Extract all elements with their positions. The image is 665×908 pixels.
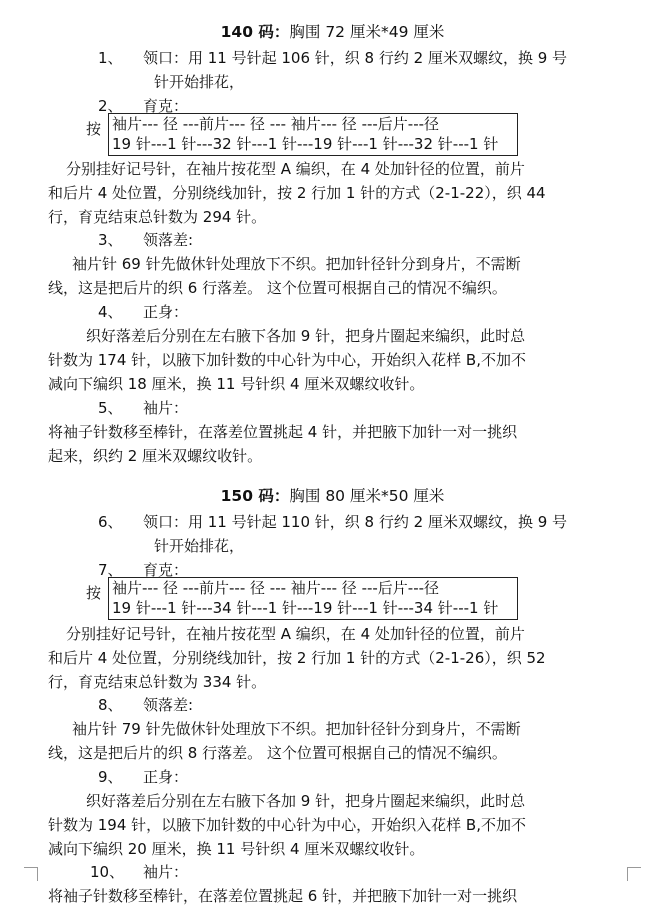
step-7-para-line-2: 和后片 4 处位置，分别绕线加针，按 2 行加 1 针的方式（2-1-26），织 52	[48, 649, 546, 667]
step-5-label: 袖片：	[143, 399, 189, 417]
step-4-para-line-2: 针数为 174 针，以腋下加针数的中心针为中心，开始织入花样 B,不加不	[48, 351, 526, 369]
step-4-para-line-3: 减向下编织 18 厘米，换 11 号针织 4 厘米双螺纹收针。	[48, 375, 425, 393]
step-7-box-prefix: 按	[86, 584, 102, 602]
step-3-para-line-1: 袖片针 69 针先做休针处理放下不织。把加针径针分到身片，不需断	[72, 255, 521, 273]
step-10-para-line-1: 将袖子针数移至棒针，在落差位置挑起 6 针，并把腋下加针一对一挑织	[48, 887, 518, 905]
step-9-para-line-2: 针数为 194 针，以腋下加针数的中心针为中心，开始织入花样 B,不加不	[48, 816, 526, 834]
step-6-line-2: 针开始排花，	[154, 537, 245, 555]
step-10-label: 袖片：	[143, 863, 189, 881]
box-row-parts: 袖片--- 径 ---前片--- 径 --- 袖片--- 径 ---后片---径	[112, 579, 440, 597]
step-8-number: 8、	[98, 696, 123, 714]
step-7-para-line-3: 行，育克结束总针数为 334 针。	[48, 673, 267, 691]
step-4-para-line-1: 织好落差后分别在左右腋下各加 9 针，把身片圈起来编织，此时总	[86, 327, 526, 345]
section-150-measurements: 胸围 80 厘米*50 厘米	[289, 487, 445, 505]
step-7-label: 育克：	[143, 561, 189, 579]
section-140-measurements: 胸围 72 厘米*49 厘米	[289, 23, 445, 41]
step-1-line-2: 针开始排花，	[154, 73, 245, 91]
step-1-line-1: 领口：用 11 号针起 106 针，织 8 行约 2 厘米双螺纹，换 9 号	[143, 49, 568, 67]
step-2-label: 育克：	[143, 97, 189, 115]
step-8-label: 领落差:	[143, 696, 194, 714]
step-3-para-line-2: 线，这是把后片的织 6 行落差。 这个位置可根据自己的情况不编织。	[48, 279, 507, 297]
step-7-distribution-box	[108, 577, 518, 620]
step-9-para-line-3: 减向下编织 20 厘米，换 11 号针织 4 厘米双螺纹收针。	[48, 840, 425, 858]
step-2-box-prefix: 按	[86, 120, 102, 138]
step-2-distribution-box	[108, 113, 518, 156]
step-9-label: 正身：	[143, 768, 189, 786]
step-10-number: 10、	[90, 863, 125, 881]
step-8-para-line-2: 线，这是把后片的织 8 行落差。 这个位置可根据自己的情况不编织。	[48, 744, 507, 762]
section-140-title	[0, 20, 665, 44]
step-9-para-line-1: 织好落差后分别在左右腋下各加 9 针，把身片圈起来编织，此时总	[86, 792, 526, 810]
step-2-para-line-1: 分别挂好记号针，在袖片按花型 A 编织，在 4 处加针径的位置，前片	[66, 160, 525, 178]
step-5-para-line-1: 将袖子针数移至棒针，在落差位置挑起 4 针，并把腋下加针一对一挑织	[48, 423, 518, 441]
box-row-stitches: 19 针---1 针---32 针---1 针---19 针---1 针---32 针---1 针	[112, 135, 499, 153]
section-140-size: 140 码：	[220, 23, 290, 41]
step-5-para-line-2: 起来，织约 2 厘米双螺纹收针。	[48, 447, 263, 465]
step-6-number: 6、	[98, 513, 123, 531]
step-7-number: 7、	[98, 561, 123, 579]
section-150-size: 150 码：	[220, 487, 290, 505]
step-2-number: 2、	[98, 97, 123, 115]
step-8-para-line-1: 袖片针 79 针先做休针处理放下不织。把加针径针分到身片，不需断	[72, 720, 521, 738]
step-9-number: 9、	[98, 768, 123, 786]
page-corner-mark-left	[24, 867, 38, 882]
step-4-label: 正身：	[143, 303, 189, 321]
step-3-label: 领落差:	[143, 231, 194, 249]
box-row-stitches: 19 针---1 针---34 针---1 针---19 针---1 针---34 针---1 针	[112, 599, 499, 617]
box-row-parts: 袖片--- 径 ---前片--- 径 --- 袖片--- 径 ---后片---径	[112, 115, 440, 133]
page-corner-mark-right	[627, 867, 641, 882]
step-2-para-line-2: 和后片 4 处位置，分别绕线加针，按 2 行加 1 针的方式（2-1-22），织 44	[48, 184, 546, 202]
step-4-number: 4、	[98, 303, 123, 321]
step-2-para-line-3: 行，育克结束总针数为 294 针。	[48, 208, 267, 226]
step-6-line-1: 领口：用 11 号针起 110 针，织 8 行约 2 厘米双螺纹，换 9 号	[143, 513, 568, 531]
step-3-number: 3、	[98, 231, 123, 249]
section-150-title	[0, 484, 665, 508]
step-1-number: 1、	[98, 49, 123, 67]
step-5-number: 5、	[98, 399, 123, 417]
step-7-para-line-1: 分别挂好记号针，在袖片按花型 A 编织，在 4 处加针径的位置，前片	[66, 625, 525, 643]
